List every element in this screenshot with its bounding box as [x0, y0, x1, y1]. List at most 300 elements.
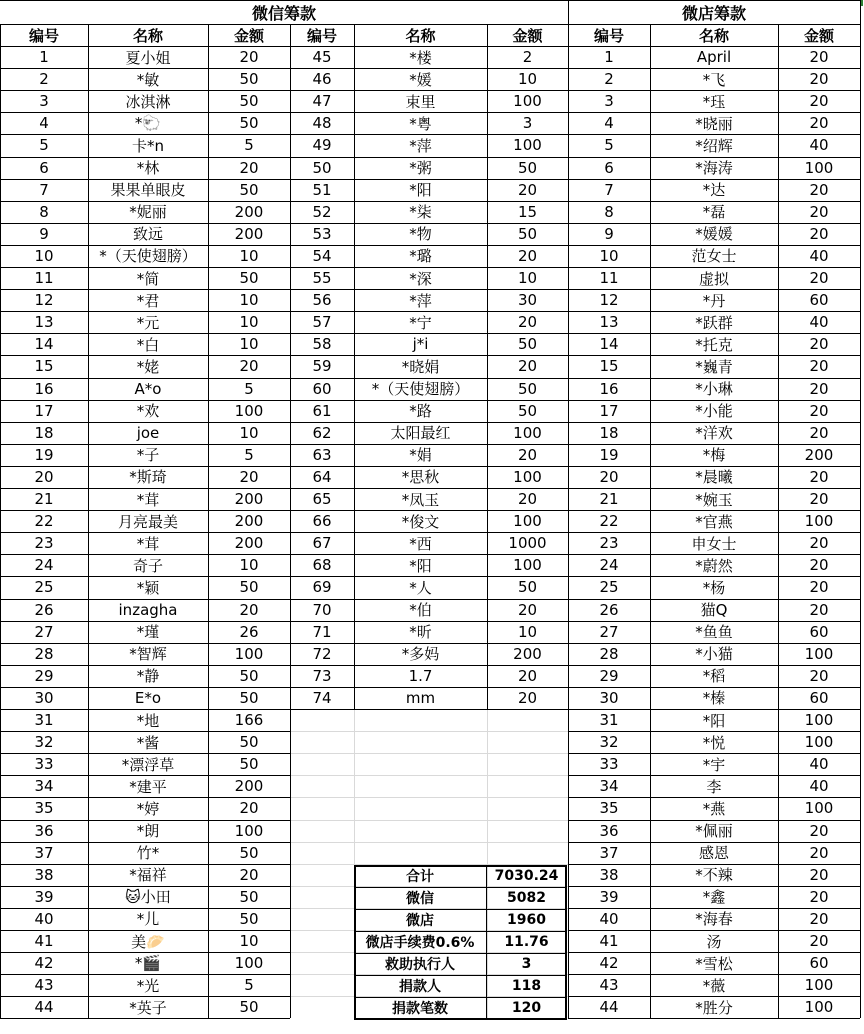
table-cell: 20 [517, 313, 538, 332]
grid-line [290, 488, 568, 489]
table-cell: 60 [312, 379, 332, 398]
table-cell: 35 [34, 799, 54, 818]
table-cell: 16 [599, 379, 619, 398]
table-cell: *多妈 [401, 645, 440, 664]
table-cell: 20 [517, 688, 538, 707]
grid-line [568, 974, 860, 975]
summary-label: 救助执行人 [385, 957, 455, 974]
table-cell: *海春 [695, 910, 733, 929]
grid-line [0, 24, 860, 25]
table-cell: 29 [599, 666, 619, 685]
table-cell: 100 [513, 92, 542, 111]
table-cell: 🐱小田 [125, 888, 171, 907]
table-cell: 2 [604, 70, 614, 89]
table-cell: 27 [34, 622, 54, 641]
table-cell: *飞 [702, 70, 726, 89]
grid-line [568, 245, 860, 246]
table-cell: 40 [809, 136, 829, 155]
summary-value: 3 [521, 956, 532, 973]
table-cell: *鑫 [702, 888, 726, 907]
grid-line [568, 797, 860, 798]
grid-line [290, 466, 568, 467]
grid-line [0, 90, 290, 91]
table-cell: 33 [599, 755, 619, 774]
table-cell: 1 [604, 48, 614, 67]
table-cell: 14 [599, 335, 619, 354]
table-cell: 23 [34, 534, 54, 553]
table-cell: 40 [34, 909, 54, 928]
table-cell: 20 [809, 865, 829, 884]
table-cell: 汤 [706, 932, 722, 951]
grid-line [0, 554, 290, 555]
grid-line [354, 865, 567, 867]
table-cell: 20 [239, 467, 259, 486]
table-cell: 61 [312, 401, 332, 420]
grid-line [568, 554, 860, 555]
table-cell: 11 [599, 269, 619, 288]
grid-line [0, 753, 290, 754]
table-cell: 200 [234, 534, 264, 553]
table-cell: 奇子 [132, 556, 163, 575]
table-cell: 8 [604, 202, 614, 221]
table-cell: *胜分 [695, 998, 733, 1017]
grid-line [290, 112, 568, 113]
table-cell: 40 [809, 313, 829, 332]
table-cell: 57 [312, 313, 332, 332]
table-cell: 39 [34, 887, 54, 906]
table-cell: 43 [599, 976, 619, 995]
table-cell: 100 [513, 512, 542, 531]
table-cell: 20 [809, 909, 829, 928]
grid-line [0, 643, 290, 644]
table-cell: 太阳最红 [390, 424, 451, 443]
table-cell: 100 [513, 467, 542, 486]
table-cell: 3 [604, 92, 614, 111]
summary-value: 120 [511, 1000, 542, 1017]
table-cell: *晓娟 [401, 357, 440, 376]
table-cell: 20 [809, 467, 829, 486]
table-cell: 22 [599, 512, 619, 531]
grid-line [487, 24, 488, 709]
table-cell: 10 [239, 313, 259, 332]
table-cell: *人 [409, 578, 432, 597]
grid-line [568, 775, 860, 776]
grid-line [0, 797, 290, 798]
table-cell: 20 [809, 48, 829, 67]
table-cell: 41 [599, 932, 619, 951]
table-cell: 感恩 [698, 844, 729, 863]
table-cell: *粤 [409, 114, 432, 133]
table-cell: 50 [312, 158, 332, 177]
grid-line [0, 400, 290, 401]
grid-line [290, 179, 568, 180]
table-cell: mm [405, 688, 436, 707]
grid-line [290, 576, 568, 577]
table-cell: 41 [34, 932, 54, 951]
table-cell: *智辉 [129, 645, 167, 664]
table-cell: 26 [599, 600, 619, 619]
table-cell: 70 [312, 600, 332, 619]
table-cell: *粥 [409, 159, 432, 178]
grid-line [290, 157, 568, 158]
table-cell: 38 [599, 865, 619, 884]
table-cell: E*o [134, 688, 162, 707]
table-cell: 26 [239, 622, 259, 641]
table-cell: 20 [809, 821, 829, 840]
table-cell: *稻 [702, 667, 726, 686]
table-cell: *子 [136, 446, 160, 465]
table-cell: 51 [312, 180, 332, 199]
grid-line [290, 400, 568, 401]
table-cell: 40 [599, 909, 619, 928]
grid-line [568, 267, 860, 268]
table-cell: 55 [312, 269, 332, 288]
table-cell: *凤玉 [401, 490, 440, 509]
table-cell: inzagha [118, 600, 178, 619]
weidian-title: 微店筹款 [681, 3, 746, 23]
table-cell: *榛 [702, 689, 726, 708]
table-cell: *梅 [702, 446, 726, 465]
table-cell: 166 [234, 711, 264, 730]
table-cell: 33 [34, 755, 54, 774]
table-cell: 100 [513, 423, 542, 442]
table-cell: 50 [239, 180, 259, 199]
table-cell: 27 [599, 622, 619, 641]
summary-value: 1960 [507, 911, 546, 928]
column-header-name: 名称 [132, 26, 163, 45]
table-cell: *宁 [409, 313, 432, 332]
table-cell: 卡*n [131, 136, 164, 155]
table-cell: 11 [34, 269, 54, 288]
table-cell: 16 [34, 379, 54, 398]
grid-line [0, 621, 290, 622]
grid-line [568, 46, 860, 47]
table-cell: 24 [34, 556, 54, 575]
table-cell: 5 [244, 976, 254, 995]
table-cell: 26 [34, 600, 54, 619]
grid-line [0, 1018, 290, 1019]
grid-line [0, 179, 290, 180]
table-cell: 42 [599, 954, 619, 973]
table-cell: 24 [599, 556, 619, 575]
table-cell: *不辣 [695, 866, 733, 885]
table-cell: *姥 [136, 357, 160, 376]
summary-label: 捐款笔数 [392, 1001, 448, 1018]
table-cell: *西 [409, 534, 432, 553]
table-cell: 100 [804, 799, 834, 818]
grid-line [290, 422, 568, 423]
grid-line [0, 930, 290, 931]
grid-line [568, 157, 860, 158]
table-cell: 50 [517, 158, 538, 177]
table-cell: 21 [34, 490, 54, 509]
grid-line [568, 532, 860, 533]
table-cell: 9 [39, 224, 49, 243]
table-cell: 20 [809, 932, 829, 951]
table-cell: 30 [599, 688, 619, 707]
table-cell: 49 [312, 136, 332, 155]
table-cell: 20 [809, 224, 829, 243]
table-cell: 37 [599, 843, 619, 862]
table-cell: 20 [517, 490, 538, 509]
grid-line [290, 90, 568, 91]
grid-line [290, 731, 568, 732]
grid-line [354, 865, 356, 1020]
table-cell: *跃群 [695, 313, 733, 332]
table-cell: 20 [239, 158, 259, 177]
table-cell: 66 [312, 512, 332, 531]
summary-label: 合计 [406, 868, 434, 885]
grid-line [0, 289, 290, 290]
table-cell: *蔚然 [695, 556, 733, 575]
table-cell: *阳 [409, 556, 432, 575]
table-cell: *晓丽 [695, 114, 733, 133]
grid-line [0, 355, 290, 356]
table-cell: 范女士 [691, 247, 737, 266]
table-cell: *海涛 [695, 159, 733, 178]
grid-line [290, 510, 568, 511]
table-cell: *朗 [136, 822, 160, 841]
table-cell: 20 [809, 335, 829, 354]
table-cell: *婉玉 [695, 490, 733, 509]
grid-line [290, 311, 568, 312]
table-cell: 10 [239, 423, 259, 442]
table-cell: *官燕 [695, 512, 733, 531]
table-cell: 200 [234, 512, 264, 531]
summary-label: 微店手续费0.6% [365, 935, 475, 952]
grid-line [290, 333, 568, 334]
grid-line [568, 930, 860, 931]
table-cell: 21 [599, 490, 619, 509]
grid-line [290, 753, 568, 754]
table-cell: 50 [517, 401, 538, 420]
table-cell: 50 [239, 688, 259, 707]
table-cell: 20 [517, 246, 538, 265]
grid-line [0, 532, 290, 533]
table-cell: 48 [312, 114, 332, 133]
table-cell: 20 [34, 467, 54, 486]
table-cell: *（天使翅膀） [99, 247, 197, 266]
table-cell: 200 [804, 445, 834, 464]
table-cell: 100 [804, 512, 834, 531]
grid-line [568, 820, 860, 821]
table-cell: *杨 [702, 578, 726, 597]
table-cell: 20 [809, 180, 829, 199]
table-cell: 20 [239, 600, 259, 619]
grid-line [568, 1018, 860, 1019]
table-cell: *佩丽 [695, 822, 733, 841]
grid-line [0, 665, 290, 666]
table-cell: 20 [599, 467, 619, 486]
table-cell: *俊文 [401, 512, 440, 531]
table-cell: 18 [599, 423, 619, 442]
table-cell: 38 [34, 865, 54, 884]
table-cell: 28 [599, 644, 619, 663]
grid-line [568, 996, 860, 997]
grid-line [290, 709, 568, 710]
table-cell: *酱 [136, 733, 160, 752]
grid-line [568, 665, 860, 666]
table-cell: 60 [809, 688, 829, 707]
table-cell: *薇 [702, 976, 726, 995]
table-cell: 20 [809, 666, 829, 685]
grid-line [568, 355, 860, 356]
table-cell: 致远 [132, 225, 163, 244]
grid-line [290, 665, 568, 666]
table-cell: 20 [809, 578, 829, 597]
table-cell: 50 [239, 70, 259, 89]
table-cell: *娟 [409, 446, 432, 465]
grid-line [568, 842, 860, 843]
table-cell: *建平 [129, 777, 167, 796]
table-cell: 20 [809, 114, 829, 133]
table-cell: 20 [809, 92, 829, 111]
table-cell: *媛 [409, 70, 432, 89]
table-cell: *晨曦 [695, 468, 733, 487]
table-cell: 40 [809, 246, 829, 265]
table-cell: 10 [239, 932, 259, 951]
table-cell: *小琳 [695, 380, 733, 399]
grid-line [568, 223, 860, 224]
table-cell: 1.7 [408, 666, 433, 685]
table-cell: 50 [239, 92, 259, 111]
table-cell: 100 [804, 976, 834, 995]
table-cell: *路 [409, 402, 432, 421]
table-cell: *珏 [702, 92, 726, 111]
table-cell: 40 [809, 755, 829, 774]
table-cell: 68 [312, 556, 332, 575]
table-cell: 50 [239, 755, 259, 774]
table-cell: *斯琦 [129, 468, 167, 487]
table-cell: *璐 [409, 247, 432, 266]
grid-line [0, 24, 1, 1018]
grid-line [354, 1018, 567, 1020]
table-cell: 20 [517, 180, 538, 199]
column-header-name: 名称 [698, 26, 729, 45]
table-cell: *小能 [695, 402, 733, 421]
grid-line [290, 599, 568, 600]
table-cell: 10 [517, 622, 538, 641]
grid-line [290, 134, 568, 135]
table-cell: 7 [39, 180, 49, 199]
table-cell: *悦 [702, 733, 726, 752]
grid-line [0, 267, 290, 268]
table-cell: 8 [39, 202, 49, 221]
table-cell: 15 [517, 202, 538, 221]
grid-line [290, 68, 568, 69]
table-cell: 47 [312, 92, 332, 111]
column-header-number: 编号 [593, 26, 624, 45]
grid-line [290, 820, 568, 821]
table-cell: 13 [34, 313, 54, 332]
table-cell: 10 [517, 269, 538, 288]
grid-line [0, 908, 290, 909]
table-cell: 20 [809, 70, 829, 89]
table-cell: 50 [239, 269, 259, 288]
grid-line [290, 797, 568, 798]
grid-line [568, 0, 860, 1]
table-cell: 200 [234, 490, 264, 509]
table-cell: 65 [312, 490, 332, 509]
table-cell: 50 [239, 909, 259, 928]
grid-line [568, 952, 860, 953]
table-cell: 19 [34, 445, 54, 464]
table-cell: 5 [604, 136, 614, 155]
table-cell: 72 [312, 644, 332, 663]
table-cell: 45 [312, 48, 332, 67]
grid-line [290, 444, 568, 445]
table-cell: 20 [517, 357, 538, 376]
table-cell: *妮丽 [129, 203, 167, 222]
summary-value: 5082 [507, 889, 546, 906]
table-cell: 35 [599, 799, 619, 818]
grid-line [568, 112, 860, 113]
grid-line [0, 444, 290, 445]
table-cell: 23 [599, 534, 619, 553]
grid-line [861, 0, 863, 6]
grid-line [0, 731, 290, 732]
table-cell: 20 [809, 843, 829, 862]
table-cell: *君 [136, 291, 160, 310]
grid-line [0, 576, 290, 577]
table-cell: *托克 [695, 335, 733, 354]
grid-line [568, 643, 860, 644]
table-cell: 200 [234, 202, 264, 221]
grid-line [568, 90, 860, 91]
table-cell: 20 [239, 48, 259, 67]
table-cell: 14 [34, 335, 54, 354]
grid-line [354, 931, 567, 932]
summary-label: 捐款人 [399, 979, 441, 996]
grid-line [568, 621, 860, 622]
table-cell: 32 [599, 733, 619, 752]
table-cell: *洋欢 [695, 424, 733, 443]
table-cell: *福祥 [129, 866, 167, 885]
table-cell: 100 [804, 644, 834, 663]
table-cell: 1 [39, 48, 49, 67]
column-header-name: 名称 [405, 26, 436, 45]
table-cell: *阳 [409, 181, 432, 200]
table-cell: 13 [599, 313, 619, 332]
grid-line [290, 621, 568, 622]
column-header-number: 编号 [306, 26, 337, 45]
table-cell: 100 [234, 954, 264, 973]
summary-label: 微店 [406, 912, 434, 929]
grid-line [0, 952, 290, 953]
table-cell: 64 [312, 467, 332, 486]
grid-line [568, 864, 860, 865]
table-cell: 20 [809, 202, 829, 221]
grid-line [290, 24, 291, 1018]
table-cell: 15 [34, 357, 54, 376]
table-cell: *深 [409, 269, 432, 288]
grid-line [354, 909, 567, 910]
table-cell: 50 [517, 224, 538, 243]
table-cell: 59 [312, 357, 332, 376]
summary-label: 微信 [406, 890, 434, 907]
grid-line [778, 24, 779, 1018]
table-cell: 200 [513, 644, 542, 663]
grid-line [0, 68, 290, 69]
table-cell: 50 [239, 666, 259, 685]
table-cell: 100 [804, 711, 834, 730]
table-cell: 46 [312, 70, 332, 89]
table-cell: joe [136, 423, 160, 442]
table-cell: 5 [244, 445, 254, 464]
grid-line [0, 422, 290, 423]
table-cell: 36 [34, 821, 54, 840]
table-cell: 20 [809, 887, 829, 906]
